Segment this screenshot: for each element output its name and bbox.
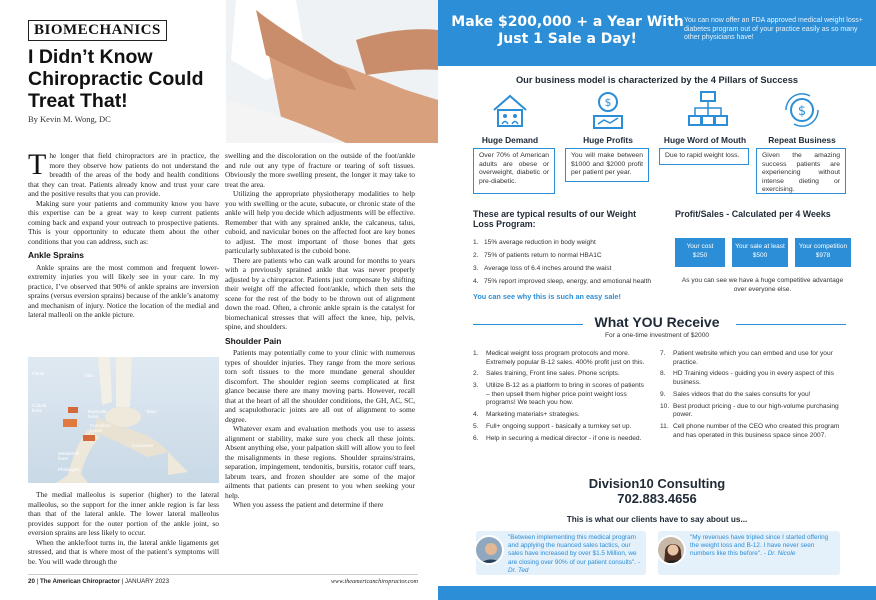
bottom-strip	[438, 586, 876, 600]
profit-tile-sale: Your sale at least $500	[732, 238, 788, 267]
pillar-box-demand: Over 70% of American adults are obese or overweight, diabetic or pre-diabetic.	[473, 148, 555, 194]
list-item: 2. Sales training, Front line sales. Phone scripts.	[473, 370, 620, 378]
dollar-cycle-icon	[780, 88, 824, 132]
paragraph: When you assess the patient and determine if there	[233, 500, 384, 509]
list-item: 5. Full+ ongoing support - basically a turnkey set up.	[473, 422, 632, 430]
person-icon	[476, 537, 504, 565]
list-item: 11. Cell phone number of the CEO who created this program and has operated in this business space since 2007.	[660, 422, 840, 439]
paragraph: Utilizing the appropriate physiotherapy modalities to help you with swelling or the acute, subacute, or chronic state of the ankle will help you decide which adjustments will be effective. Remember that with any sprained ankle, the calcaneus, talus, cuboid, and navicular bones on the affected foot are key bones to adjust. The most important of those bones that gets particularly subluxated is the cuboid bone.	[225, 189, 415, 255]
results-list	[473, 236, 668, 288]
paragraph: There are patients who can walk around for months to years with a previously sprained ankle that was never properly adjusted by a chiropractor. Patients just compensate by shifting their weight off the affected foot/ankle, which then sets the scene for the rest of the body to be thrown out of alignment down the road. Often, a chronic ankle sprain is the catalyst for biomechanical stresses that will affect the knee, hip, pelvis, spine, and shoulders.	[225, 255, 415, 331]
list-item: 4. 75% report improved sleep, energy, and emotional health	[473, 278, 652, 285]
pillar-label-repeat: Repeat Business	[768, 135, 836, 145]
paragraph: swelling and the discoloration on the outside of the foot/ankle and rule out any type of fracture or tearing of soft tissues. Obviously the more swelling present, the longer it may take to treat the area.	[225, 151, 415, 189]
company-name: Division10 Consulting	[588, 476, 726, 491]
label-tibia: Tibia	[84, 373, 94, 378]
svg-text:$: $	[604, 96, 612, 109]
list-item: 8. HD Training videos - guiding you in every aspect of this business.	[660, 370, 834, 386]
testimonials-heading: This is what our clients have to say about us...	[566, 515, 748, 524]
pillar-box-profits: You will make between $1000 and $2000 profit per patient per year.	[565, 148, 649, 182]
subheading-ankle-sprains: Ankle Sprains	[28, 250, 84, 260]
label-phalanges: Phalanges	[58, 467, 80, 472]
avatar	[474, 535, 504, 565]
pillar-label-demand: Huge Demand	[481, 135, 539, 145]
list-item: 2. 75% of patients return to normal HBA1C	[473, 252, 602, 259]
article-column-2	[225, 151, 415, 510]
article-headline: I Didn’t Know Chiropractic Could Treat That!	[28, 46, 204, 112]
advertisement-page	[438, 0, 876, 600]
network-icon	[686, 88, 730, 132]
pillar-box-repeat: Given the amazing success patients are experiencing without intense dieting or exercising.	[756, 148, 846, 194]
testimonial-card	[476, 531, 646, 575]
list-item: 3. Average loss of 6.4 inches around the waist	[473, 265, 612, 272]
list-item: 3. Utilize B-12 as a platform to bring in scores of patients – then upsell them higher price point weight loss programs! We teach you how.	[473, 382, 644, 407]
results-footer: You can see why this is such an easy sale!	[473, 292, 621, 301]
byline: By Kevin M. Wong, DC	[28, 114, 111, 124]
issue-date: JANUARY 2023	[124, 578, 170, 585]
paragraph: Whatever exam and evaluation methods you use to assess alignment or stability, make sure you check all these joints. Absent anything else, your palpation skill will allow you to feel the misalignments in these regions. Shoulder sprains/strains, separation, impingement, tendonitis, bursitis, rotator cuff tears, labrum tears, and frozen shoulder are some of the major ailments that patients can present to you when seeking your help.	[225, 424, 415, 500]
paragraph: When the ankle/foot turns in, the lateral ankle ligaments get stressed, and that is where most of the patient’s symptoms will be. You will wade through the	[28, 537, 219, 566]
section-tag: BIOMECHANICS	[28, 20, 167, 41]
website-link[interactable]: www.theamericanchiropractor.com	[331, 578, 418, 585]
article-column-1-continued	[28, 490, 219, 566]
hero-photo	[226, 0, 438, 143]
pillars-heading: Our business model is characterized by the 4 Pillars of Success	[515, 75, 799, 85]
profit-tile-competition: Your competition $978	[795, 238, 851, 267]
paragraph: The longer that field chiropractors are in practice, the more they observe how patients do not understand the breadth of the areas of the body and health conditions that they can treat. Patients already know and trust your care and the positive results that you can provide.	[28, 148, 219, 198]
paragraph: Ankle sprains are the most common and frequent lower-extremity injuries you will likely see in your care. In my practice, I’ve observed that 90% of ankle sprains are inversion sprains (versus eversion sprains) because of the ankle’s anatomy and mechanism of injury. Notice the location of the medial and lateral malleoli on the ankle picture.	[28, 262, 219, 319]
avatar	[656, 535, 686, 565]
person-icon	[658, 537, 686, 565]
phone-number[interactable]: 702.883.4656	[617, 491, 697, 506]
testimonial-quote: "Between implementing this medical program and applying the nuanced sales tactics, our sales have increased by over $1.5 Million, we are closing over 90% of our patient consults". - Dr. Ted	[508, 534, 640, 574]
foot-skeleton-illustration	[28, 357, 219, 483]
ankle-anatomy-image	[28, 357, 219, 483]
banner-title: Make $200,000 + a Year With Just 1 Sale a Day!	[451, 14, 684, 47]
list-item: 9. Sales videos that do the sales consults for you!	[660, 390, 811, 398]
svg-text:$: $	[797, 104, 807, 119]
label-cuneiform: Cuneiform bones	[90, 423, 111, 433]
label-metatarsal: Metatarsal bone	[58, 451, 80, 461]
subheading-shoulder-pain: Shoulder Pain	[225, 335, 282, 346]
testimonial-quote: "My revenues have tripled since I started offering the weight loss and B-12. I have never seen numbers like this before". - Dr. Nicole	[690, 534, 829, 558]
list-item: 10. Best product pricing - due to our high-volume purchasing power.	[660, 402, 839, 419]
list-item: 7. Patient website which you can embed and use for your practice.	[660, 350, 833, 366]
receive-list-left	[473, 350, 649, 446]
label-navicular: Navicular bone	[88, 409, 107, 419]
results-heading: These are typical results of our Weight Loss Program:	[473, 209, 637, 229]
list-item: 1. 15% average reduction in body weight	[473, 239, 596, 246]
paragraph: Making sure your patients and community know you have this expertise can be a great way to keep current patients coming back and expand your outreach to prospective patients. This is your opportunity to educate them about the other conditions that you can address, such as:	[28, 198, 219, 246]
money-growth-icon	[586, 88, 630, 132]
banner-text: You can now offer an FDA approved medical weight loss+ diabetes program out of your practice easily as so many other physicians have!	[684, 17, 863, 41]
receive-title: What YOU Receive	[594, 314, 720, 330]
pillar-label-word-of-mouth: Huge Word of Mouth	[663, 135, 747, 145]
profit-tile-cost: Your cost $250	[675, 238, 725, 267]
pillar-box-word-of-mouth: Due to rapid weight loss.	[659, 148, 749, 165]
receive-list-right	[660, 350, 840, 443]
page-number: 20	[28, 578, 35, 585]
drop-cap: T	[28, 148, 47, 181]
list-item: 1. Medical weight loss program protocols and more. Extremely popular B-12 sales. 400% profit just on this.	[473, 350, 645, 366]
label-talus: Talus	[146, 409, 157, 414]
label-fibula: Fibula	[32, 371, 45, 376]
profit-note: As you can see we have a huge competitive advantage over everyone else.	[681, 277, 844, 293]
paragraph: Patients may potentially come to your clinic with numerous types of shoulder injuries. They range from the more serious torn soft tissues to the more mundane general shoulder discomfort. The shoulder region seems complicated at first glance because there are many moving parts. However, recall that at the heart of all the shoulder conditions, the GH, AC, SC, and scapulothoracic joints are all out of alignment to some degree.	[225, 348, 415, 424]
article-column-1	[28, 148, 219, 320]
treatment-photo-illustration	[226, 0, 438, 143]
receive-subtitle: For a one-time investment of $2000	[604, 332, 710, 339]
paragraph: The medial malleolus is superior (higher) to the lateral malleolus, so the support for the inner ankle region is far less than that of the lateral ankle. The lower lateral malleolus provides support for the outer portion of the ankle joint, so eversion sprains are less likely to occur.	[28, 490, 219, 537]
label-cuboid: Cuboid bone	[32, 403, 47, 413]
ad-banner	[438, 0, 876, 66]
page-footer: 20 | The American Chiropractor | JANUARY 2023 www.theamericanchiropractor.com	[28, 574, 418, 585]
list-item: 6. Help in securing a medical director - if one is needed.	[473, 434, 642, 442]
pillar-label-profits: Huge Profits	[583, 135, 633, 145]
label-calcaneus: Calcaneus	[132, 443, 154, 448]
testimonial-card	[658, 531, 840, 575]
list-item: 4. Marketing materials+ strategies.	[473, 411, 580, 419]
house-people-icon	[488, 88, 532, 132]
profit-heading: Profit/Sales - Calculated per 4 Weeks	[675, 209, 831, 219]
publication-name: The American Chiropractor	[39, 578, 120, 585]
